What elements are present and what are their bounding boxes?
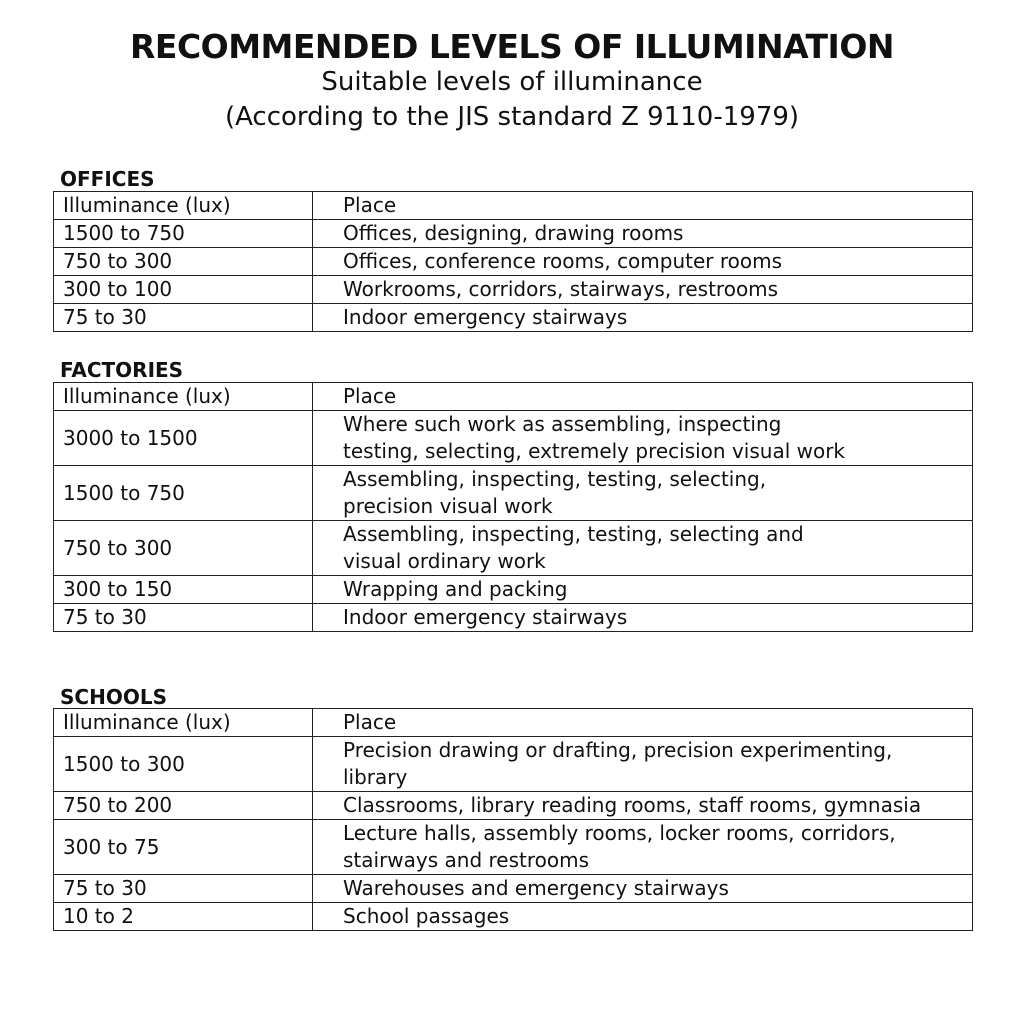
place-cell: Classrooms, library reading rooms, staff rooms, gymnasia — [313, 792, 973, 820]
column-header-place: Place — [313, 383, 973, 411]
illuminance-cell: 1500 to 300 — [54, 737, 313, 792]
illuminance-cell: 750 to 300 — [54, 248, 313, 276]
place-cell — [313, 737, 973, 792]
column-header-place: Place — [313, 192, 973, 220]
illuminance-cell: 750 to 300 — [54, 521, 313, 576]
table-row — [54, 903, 973, 931]
page-title: RECOMMENDED LEVELS OF ILLUMINATION — [129, 27, 895, 66]
table-row — [54, 820, 973, 875]
table-row — [54, 604, 973, 632]
place-line: testing, selecting, extremely precision visual work — [343, 439, 846, 463]
table-row — [54, 220, 973, 248]
place-cell — [313, 521, 973, 576]
place-line: Where such work as assembling, inspecting — [343, 412, 782, 436]
illuminance-cell: 75 to 30 — [54, 304, 313, 332]
place-cell: Indoor emergency stairways — [313, 604, 973, 632]
table-header-row — [54, 192, 973, 220]
factories-table — [53, 382, 973, 632]
column-header-illuminance: Illuminance (lux) — [54, 383, 313, 411]
place-line: Precision drawing or drafting, precision experimenting, — [343, 738, 893, 762]
place-line: visual ordinary work — [343, 549, 546, 573]
table-row — [54, 466, 973, 521]
illuminance-cell: 300 to 150 — [54, 576, 313, 604]
place-cell: Wrapping and packing — [313, 576, 973, 604]
place-cell — [313, 411, 973, 466]
illuminance-cell: 10 to 2 — [54, 903, 313, 931]
place-cell: Workrooms, corridors, stairways, restrooms — [313, 276, 973, 304]
place-cell: Offices, designing, drawing rooms — [313, 220, 973, 248]
place-cell — [313, 820, 973, 875]
table-row — [54, 276, 973, 304]
table-row — [54, 411, 973, 466]
place-line: Assembling, inspecting, testing, selecting, — [343, 467, 767, 491]
table-row — [54, 875, 973, 903]
illuminance-cell: 1500 to 750 — [54, 220, 313, 248]
place-cell: Warehouses and emergency stairways — [313, 875, 973, 903]
illuminance-cell: 1500 to 750 — [54, 466, 313, 521]
table-header-row — [54, 383, 973, 411]
table-row — [54, 521, 973, 576]
subtitle: Suitable levels of illuminance — [321, 67, 703, 97]
illuminance-cell: 300 to 75 — [54, 820, 313, 875]
place-cell: Indoor emergency stairways — [313, 304, 973, 332]
column-header-place: Place — [313, 709, 973, 737]
table-row — [54, 576, 973, 604]
factories-heading: FACTORIES — [60, 358, 184, 382]
offices-table — [53, 191, 973, 332]
schools-table — [53, 708, 973, 931]
illuminance-cell: 300 to 100 — [54, 276, 313, 304]
standard-reference: (According to the JIS standard Z 9110-1979) — [224, 102, 800, 132]
table-row — [54, 304, 973, 332]
place-line: Lecture halls, assembly rooms, locker rooms, corridors, — [343, 821, 896, 845]
place-line: library — [343, 765, 408, 789]
place-cell: School passages — [313, 903, 973, 931]
illuminance-cell: 75 to 30 — [54, 604, 313, 632]
illuminance-cell: 75 to 30 — [54, 875, 313, 903]
offices-heading: OFFICES — [60, 167, 155, 191]
column-header-illuminance: Illuminance (lux) — [54, 709, 313, 737]
column-header-illuminance: Illuminance (lux) — [54, 192, 313, 220]
illuminance-cell: 750 to 200 — [54, 792, 313, 820]
place-line: Assembling, inspecting, testing, selecting and — [343, 522, 804, 546]
place-cell — [313, 466, 973, 521]
place-cell: Offices, conference rooms, computer rooms — [313, 248, 973, 276]
schools-heading: SCHOOLS — [60, 685, 167, 709]
table-row — [54, 792, 973, 820]
place-line: precision visual work — [343, 494, 553, 518]
place-line: stairways and restrooms — [343, 848, 590, 872]
table-header-row — [54, 709, 973, 737]
illuminance-cell: 3000 to 1500 — [54, 411, 313, 466]
table-row — [54, 737, 973, 792]
table-row — [54, 248, 973, 276]
